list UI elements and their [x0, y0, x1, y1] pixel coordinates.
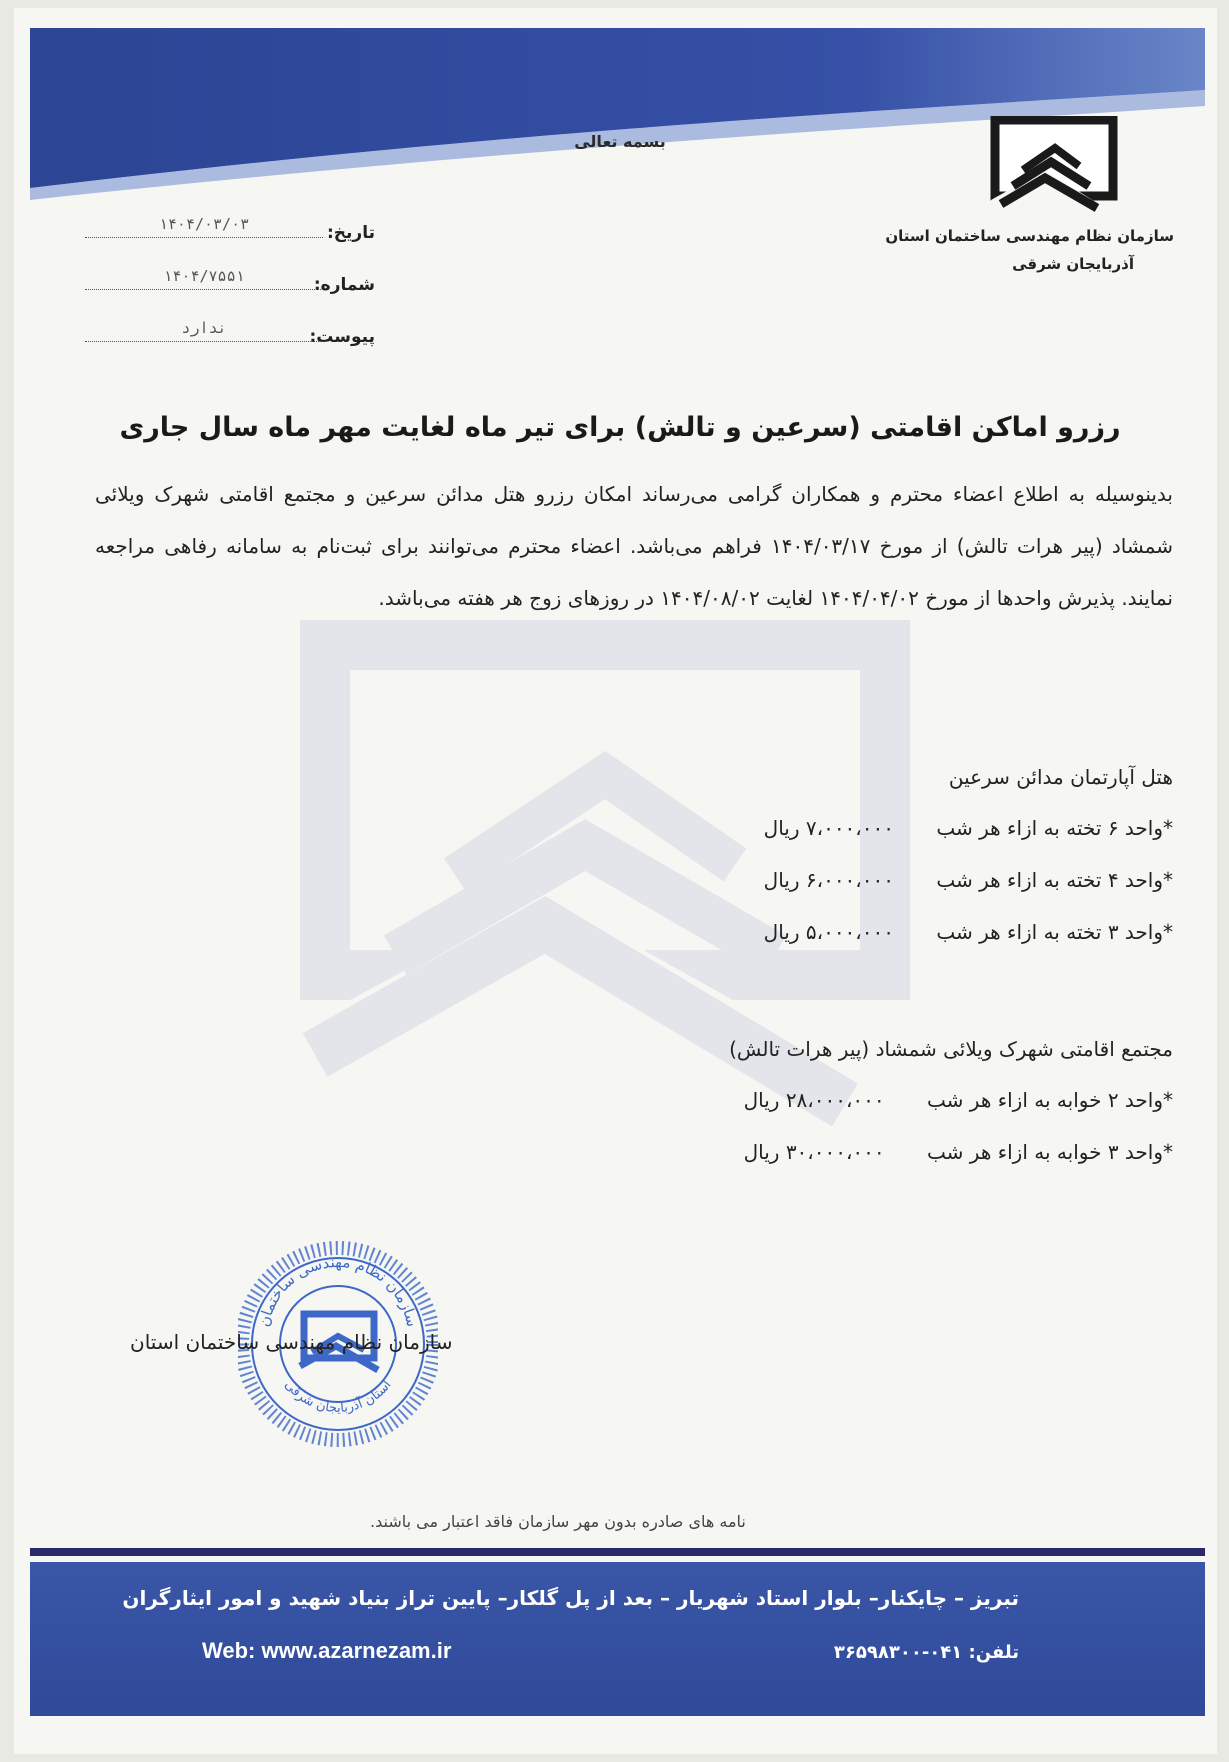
org-name-line1: سازمان نظام مهندسی ساختمان استان — [885, 227, 1174, 245]
hotel-section — [764, 752, 1173, 958]
hotel-item-price: ۶،۰۰۰،۰۰۰ ریال — [763, 868, 894, 892]
attachment-line — [85, 341, 323, 342]
number-line — [85, 289, 323, 290]
org-name — [885, 222, 1174, 278]
complex-title: مجتمع اقامتی شهرک ویلائی شمشاد (پیر هرات تالش) — [729, 1037, 1173, 1061]
complex-item-desc: *واحد ۲ خوابه به ازاء هر شب — [927, 1088, 1173, 1112]
footer-address: تبریز – چایکنار– بلوار استاد شهریار – بعد از پل گلکار– پایین تراز بنیاد شهید و امور ایثارگران — [122, 1586, 1019, 1610]
org-name-line2: آذربایجان شرقی — [1012, 255, 1134, 273]
hotel-item-desc: *واحد ۳ تخته به ازاء هر شب — [936, 920, 1173, 944]
complex-item — [729, 1126, 1173, 1178]
hotel-item-price: ۵،۰۰۰،۰۰۰ ریال — [763, 920, 894, 944]
stamp-text-top: سازمان نظام مهندسی ساختمان — [254, 1252, 422, 1329]
meta-number — [85, 267, 375, 319]
svg-text:استان آذربایجان شرقی — [281, 1378, 394, 1416]
hotel-item — [764, 906, 1173, 958]
attachment-label: پیوست: — [309, 327, 375, 347]
footer-rule — [30, 1548, 1205, 1556]
complex-item — [729, 1074, 1173, 1126]
number-value: ۱۴۰۴/۷۵۵۱ — [163, 267, 245, 285]
footer-phone: تلفن: ۰۴۱-۳۶۵۹۸۳۰۰ — [833, 1642, 1019, 1663]
letter-intro: بدینوسیله به اطلاع اعضاء محترم و همکاران گرامی می‌رساند امکان رزرو هتل مدائن سرعین و مجتمع اقامتی شهرک ویلائی شمشاد (پیر هرات تالش) از مورخ ۱۴۰۴/۰۳/۱۷ فراهم می‌باشد. اعضاء محترم می‌توانند برای ثبت‌نام به سامانه رفاهی مراجعه نمایند. پذیرش واحدها از مورخ ۱۴۰۴/۰۴/۰۲ لغایت ۱۴۰۴/۰۸/۰۲ در روزهای زوج هر هفته می‌باشد. — [95, 482, 1173, 610]
hotel-item-price: ۷،۰۰۰،۰۰۰ ریال — [763, 816, 894, 840]
meta-attachment — [85, 319, 375, 371]
hotel-item — [764, 802, 1173, 854]
signature-text: سازمان نظام مهندسی ساختمان استان — [130, 1330, 453, 1354]
org-logo-icon — [985, 116, 1125, 216]
complex-section — [729, 1024, 1173, 1178]
stamp-text-bottom: استان آذربایجان شرقی — [281, 1377, 395, 1416]
attachment-value: ندارد — [181, 319, 227, 337]
hotel-title: هتل آپارتمان مدائن سرعین — [948, 765, 1173, 789]
footer-banner — [30, 1562, 1205, 1716]
letter-meta — [85, 215, 375, 371]
footer-web: Web: www.azarnezam.ir — [202, 1638, 452, 1663]
bismillah-text: بسمه تعالی — [574, 132, 666, 151]
date-label: تاریخ: — [327, 223, 375, 243]
meta-date — [85, 215, 375, 267]
date-value: ۱۴۰۴/۰۳/۰۳ — [158, 215, 250, 233]
date-line — [85, 237, 323, 238]
letter-title: رزرو اماکن اقامتی (سرعین و تالش) برای تیر ماه لغایت مهر ماه سال جاری — [119, 412, 1121, 443]
hotel-item-desc: *واحد ۶ تخته به ازاء هر شب — [936, 816, 1173, 840]
complex-item-price: ۳۰،۰۰۰،۰۰۰ ریال — [743, 1140, 885, 1164]
complex-item-desc: *واحد ۳ خوابه به ازاء هر شب — [927, 1140, 1173, 1164]
validity-notice: نامه های صادره بدون مهر سازمان فاقد اعتبار می باشند. — [370, 1512, 746, 1531]
number-label: شماره: — [313, 275, 375, 295]
hotel-item-desc: *واحد ۴ تخته به ازاء هر شب — [936, 868, 1173, 892]
hotel-item — [764, 854, 1173, 906]
complex-item-price: ۲۸،۰۰۰،۰۰۰ ریال — [743, 1088, 885, 1112]
